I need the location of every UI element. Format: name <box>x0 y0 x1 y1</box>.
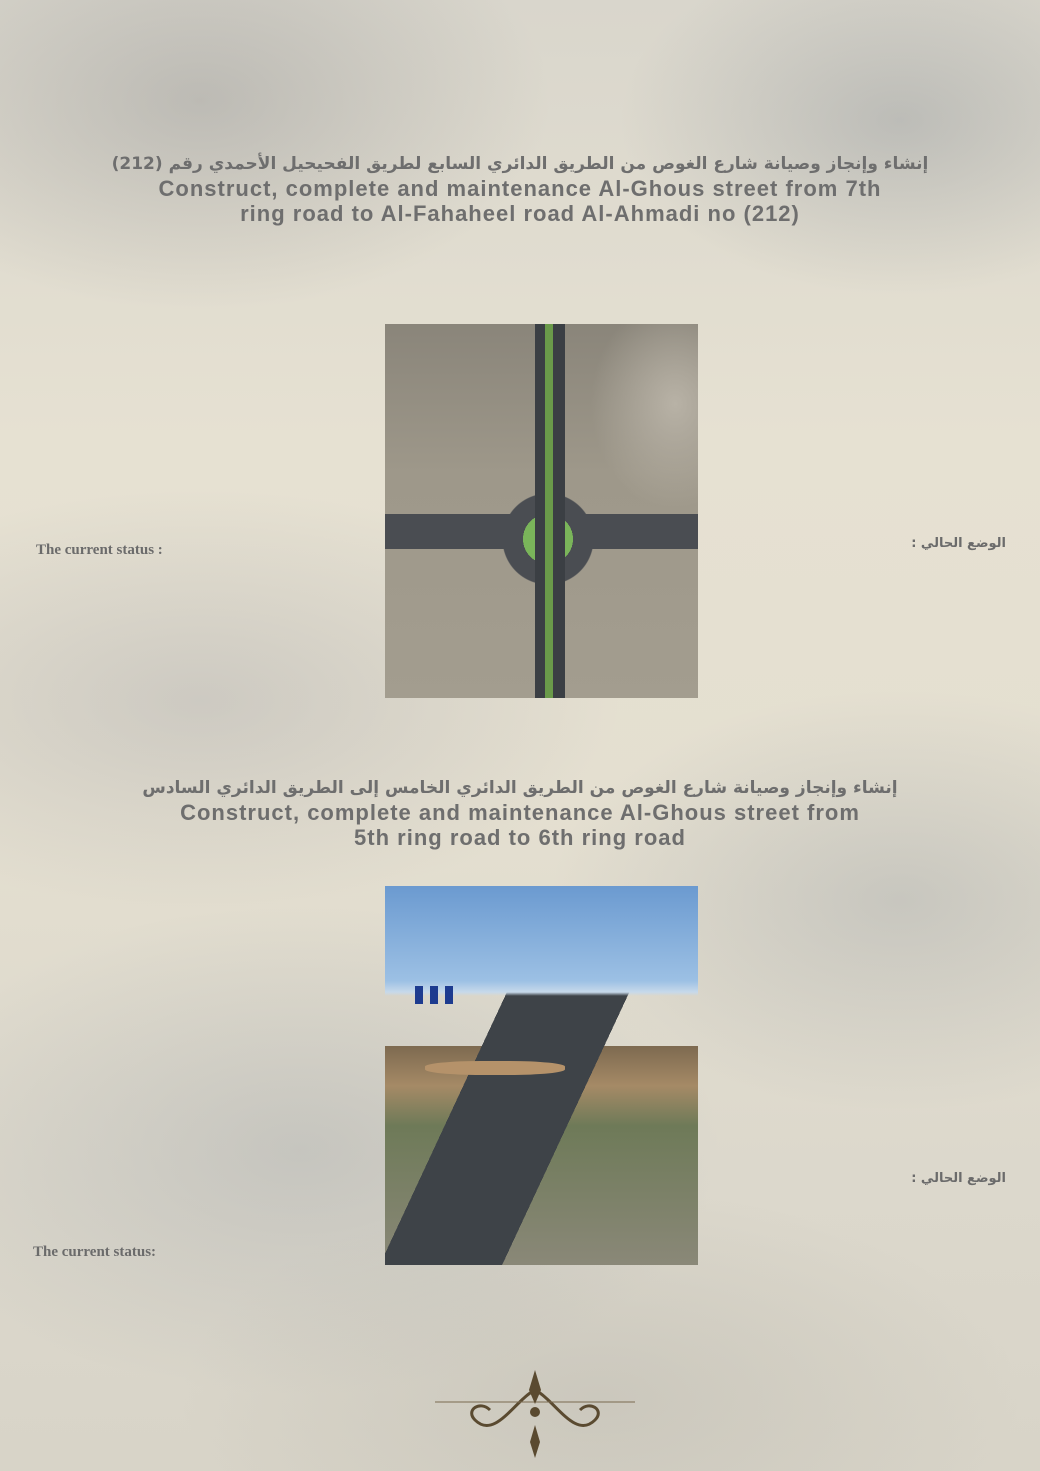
water-tower-icon <box>430 986 438 1004</box>
section-2-title-ar: إنشاء وإنجاز وصيانة شارع الغوص من الطريق الدائري الخامس إلى الطريق الدائري السادس <box>142 778 898 798</box>
water-tower-icon <box>415 986 423 1004</box>
ornament-flourish-icon <box>435 1370 635 1460</box>
interchange-aerial-render-image <box>385 324 698 698</box>
section-2-status-label-en: The current status: <box>33 1244 157 1260</box>
section-1-title-en-2: ring road to Al-Fahaheel road Al-Ahmadi no (212) <box>240 201 800 226</box>
section-2-heading <box>0 776 1040 850</box>
section-1-title-ar: إنشاء وإنجاز وصيانة شارع الغوص من الطريق الدائري السابع لطريق الفحيحيل الأحمدي رقم (212) <box>111 154 929 174</box>
section-1-heading <box>0 152 1040 226</box>
section-2-title-en-2: 5th ring road to 6th ring road <box>354 825 686 850</box>
water-tower-icon <box>445 986 453 1004</box>
section-2-status-label-ar: الوضع الحالي : <box>911 1171 1006 1186</box>
section-1-status-label-ar: الوضع الحالي : <box>911 536 1006 551</box>
bridge-shape <box>425 1061 565 1075</box>
flyover-render-image <box>385 886 698 1265</box>
section-1-status-label-en: The current status : <box>36 542 163 558</box>
section-2-title-en-1: Construct, complete and maintenance Al-Ghous street from <box>180 800 860 825</box>
section-1-title-en-1: Construct, complete and maintenance Al-Ghous street from 7th <box>158 176 882 201</box>
